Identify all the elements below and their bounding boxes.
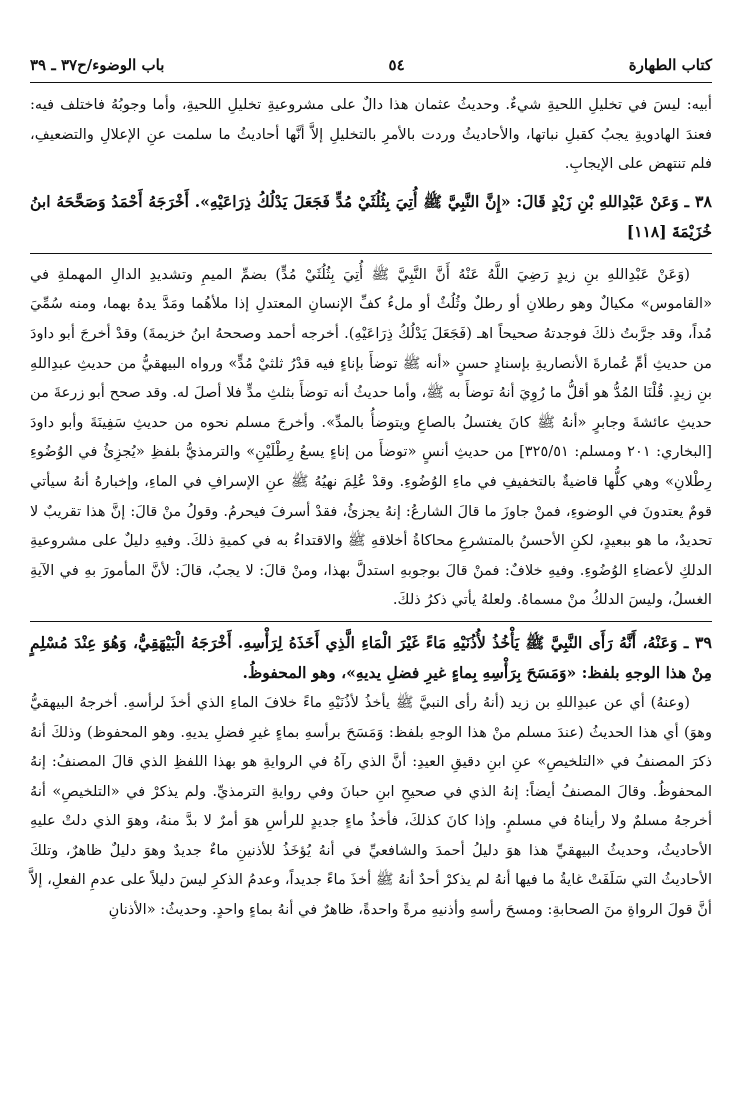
section-divider-1 [30,253,712,254]
section-divider-2 [30,621,712,622]
commentary-hadith-39: (وعنهُ) أي عن عبدِاللهِ بن زيد (أنهُ رأى النبيَّ ﷺ يأخذُ لأذُنَيْهِ ماءً خلافَ الماءِ الذي أخذَ لرأسهِ. أخرجهُ البيهقيُّ وهوَ) أي هذا الحديثُ (عندَ مسلم منْ هذا الوجهِ بلفظ: وَمَسَحَ برأسهِ بماءٍ غيرِ فضلِ يديهِ. وهو المحفوظ) وذلكَ أنهُ ذكرَ المصنفُ في «التلخيصِ» عنِ ابنِ دقيقِ العيدِ: أنَّ الذي رآهُ في الروايةِ هو بهذا اللفظِ الذي قالَ المصنفُ: إنهُ المحفوظُ. وقالَ المصنفُ أيضاً: إنهُ الذي في صحيحِ ابنِ حبانَ وفي روايةِ الترمذيِّ. ولم يذكرْ في «التلخيصِ» أنهُ أخرجهُ مسلمٌ ولا رأيناهُ في مسلمٍ. وإذا كانَ كذلكَ، فأخذُ ماءٍ جديدٍ للرأسِ هوَ أمرٌ لا بدَّ منهُ، وهوَ الذي دلتْ عليهِ الأحاديثُ، وحديثُ البيهقيِّ هذا هوَ دليلُ أحمدَ والشافعيِّ في أنهُ يُؤخَذُ للأذنينِ ماءٌ جديدٌ وهوَ دليلٌ ظاهرٌ، وتلكَ الأحاديثُ التي سَلَفَتْ غايةُ ما فيها أنهُ لم يذكرْ أحدٌ أنهُ ﷺ أخذَ ماءً جديداً، وعدمُ الذكرِ ليسَ دليلاً على عدمِ الفعلِ، إلاَّ أنَّ قولَ الرواةِ منَ الصحابةِ: ومسحَ رأسهِ وأذنيهِ مرةً واحدةً، ظاهرٌ في أنهُ بماءٍ واحدٍ. وحديثُ: «الأذنانِ [30,693,712,919]
book-title: كتاب الطهارة [628,56,712,74]
hadith-38-text: وَعَنْ عَبْدِاللهِ بْنِ زَيْدٍ قَالَ: «إِنَّ النَّبِيَّ ﷺ أُتِيَ بِثُلُثَيْ مُدٍّ فَجَعَلَ يَدْلُكُ ذِرَاعَيْهِ». أَخْرَجَهُ أَحْمَدُ وَصَحَّحَهُ ابنُ خُزَيْمَةَ [١١٨] [30,191,712,241]
hadith-38: ٣٨ ـ وَعَنْ عَبْدِاللهِ بْنِ زَيْدٍ قَالَ: «إِنَّ النَّبِيَّ ﷺ أُتِيَ بِثُلُثَيْ مُدٍّ فَجَعَلَ يَدْلُكُ ذِرَاعَيْهِ». أَخْرَجَهُ أَحْمَدُ وَصَحَّحَهُ ابنُ خُزَيْمَةَ [١١٨] [30,191,712,241]
chapter-reference: باب الوضوء/ح٣٧ ـ ٣٩ [30,56,165,74]
hadith-39: ٣٩ ـ وَعَنْهُ، أَنَّهُ رَأَى النَّبِيَّ ﷺ يَأْخُذُ لأُذُنَيْهِ مَاءً غَيْرَ الْمَاءِ الَّذِي أَخَذَهُ لِرَأْسِهِ. أَخْرَجَهُ الْبَيْهَقِيُّ، وَهُوَ عِنْدَ مُسْلِمٍ مِنْ هذا الوجهِ بلفظ: «وَمَسَحَ بِرَأْسِهِ بِماءٍ غيرِ فضلِ يديهِ»، وهو المحفوظُ. [30,632,712,682]
hadith-39-text: وَعَنْهُ، أَنَّهُ رَأَى النَّبِيَّ ﷺ يَأْخُذُ لأُذُنَيْهِ مَاءً غَيْرَ الْمَاءِ الَّذِي أَخَذَهُ لِرَأْسِهِ. أَخْرَجَهُ الْبَيْهَقِيُّ، وَهُوَ عِنْدَ مُسْلِمٍ مِنْ هذا الوجهِ بلفظ: «وَمَسَحَ بِرَأْسِهِ بِماءٍ غيرِ فضلِ يديهِ»، وهو المحفوظُ. [30,632,712,682]
header-divider [30,82,712,83]
commentary-hadith-38: (وَعَنْ عَبْدِاللهِ بنِ زيدٍ رَضِيَ اللَّهُ عَنْهُ أَنَّ النَّبِيَّ ﷺ أُتِيَ بِثُلُثَيْ مُدٍّ) بضمِّ الميمِ وتشديدِ الدالِ المهملةِ في «القاموس» مكيالٌ وهو رطلانِ أو رطلٌ وثُلُثٌ أو ملءُ كفِّ الإنسانِ المعتدلِ إذا ملأهُما ومَدَّ يدهُ بهما، ومنه سُمِّيَ مُداً، وقد جرَّبتُ ذلكَ فوجدتهُ صحيحاً اهـ (فَجَعَلَ يَدْلُكُ ذِرَاعَيْهِ). أخرجه أحمد وصححهُ ابنُ خزيمةَ) وقدْ أخرجَ أبو داودَ من حديثِ أمِّ عُمارةَ الأنصاريةِ بإسنادٍ حسنٍ «أنه ﷺ توضأَ بإناءٍ فيه قدْرُ ثلثيْ مُدٍّ» ورواه البيهقيُّ من حديثِ عبدِاللهِ بنِ زيدٍ. قُلْنَا المُدُّ هو أقلُّ ما رُوِيَ أنهُ توضأَ به ﷺ، وأما حديثُ أنه توضأَ بثلثِ مدٍّ فلا أصلَ له. وقد صحح أبو زرعةَ من حديثِ عائشةَ وجابرٍ «أنهُ ﷺ كانَ يغتسلُ بالصاعِ ويتوضأُ بالمدِّ». وأخرجَ مسلم نحوه من حديثِ سَفِينَةَ وأبو داودَ [البخاري: ٢٠١ ومسلم: ٣٢٥/٥١] من حديثِ أنسٍ «توضأَ من إناءٍ يسعُ رِطْلَيْنِ» والترمذيُّ بلفظِ «يُجزِئُ في الوُضُوءِ رِطْلانِ» وهي كلُّها قاضيةٌ بالتخفيفِ في ماءِ الوُضُوءِ. وقدْ عُلِمَ نهيُهُ ﷺ عنِ الإسرافِ في الماءِ، وإخبارهُ أنهُ سيأتي قومٌ يعتدونَ في الوضوءِ، فمنْ جاوزَ ما قالَ الشارعُ: إنهُ يجزئُ، فقدْ أسرفَ فيحرمُ. وقولُ منْ قالَ: إنَّ هذا تقريبٌ لا تحديدٌ، ما هو ببعيدٍ، لكنِ الأحسنُ بالمتشرعِ محاكاةُ أخلاقهِ ﷺ والاقتداءُ به في كميةِ ذلكَ. وفيهِ دليلٌ على مشروعيةِ الدلكِ لأعضاءِ الوُضُوءِ. وفيهِ خلافٌ: فمنْ قالَ بوجوبهِ استدلَّ بهذا، ومنْ قالَ: لا يجبُ، قالَ: لأنَّ المأمورَ بهِ في الآيةِ الغسلُ، وليسَ الدلكُ منْ مسماهُ. ولعلهُ يأتي ذكرُ ذلكَ. [30,265,712,609]
page-header [30,52,712,78]
page-number: ٥٤ [388,56,405,74]
hadith-number-38: ٣٨ [694,191,712,211]
commentary-paragraph-1: أبيه: ليسَ في تخليلِ اللحيةِ شيءٌ. وحديثُ عثمان هذا دالٌ على مشروعيةِ تخليلِ اللحيةِ، وأما وجوبُهُ فاختلف فيه: فعندَ الهادويةِ يجبُ كقبلِ نباتها، والأحاديثُ وردت بالأمرِ بالتخليلِ إلاَّ أنَّها أحاديثُ ما سلمت عنِ الإعلالِ والتضعيفِ، فلم تنتهض على الإيجابِ. [30,96,712,173]
hadith-number-39: ٣٩ [694,632,712,652]
page-body [30,90,712,925]
spacer [30,179,712,187]
